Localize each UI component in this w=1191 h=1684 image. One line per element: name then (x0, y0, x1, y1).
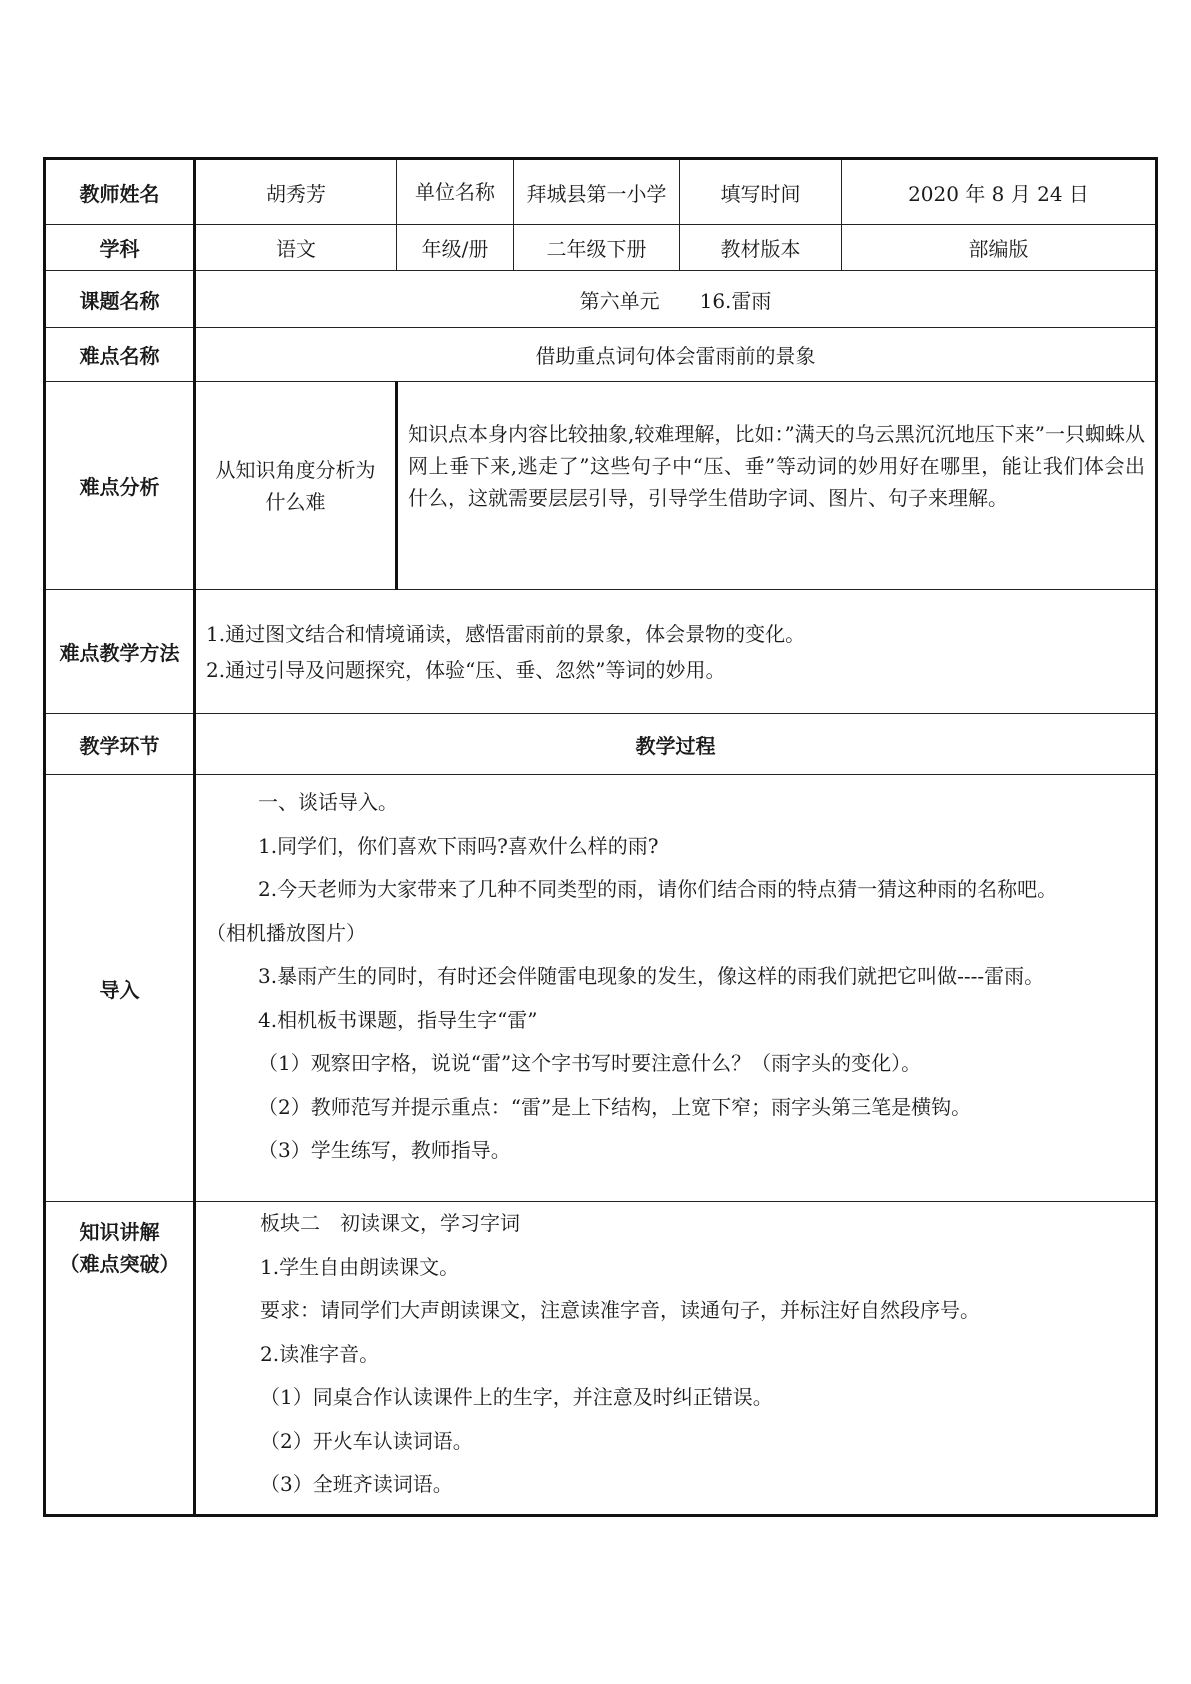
intro-line: （3）学生练写，教师指导。 (258, 1138, 511, 1162)
grade-label: 年级/册 (397, 225, 514, 271)
analysis-label: 难点分析 (45, 382, 195, 590)
knowledge-line: 2.读准字音。 (260, 1341, 380, 1366)
difficulty-value: 借助重点词句体会雷雨前的景象 (195, 328, 1157, 382)
topic-value: 第六单元 16.雷雨 (195, 271, 1157, 328)
row-process-header (45, 714, 1157, 775)
knowledge-label-line1: 知识讲解 (79, 1220, 160, 1244)
row-intro (45, 775, 1157, 1202)
analysis-text: 知识点本身内容比较抽象,较难理解，比如：”满天的乌云黑沉沉地压下来”一只蜘蛛从网上垂下来,逃走了”这些句子中“压、垂”等动词的妙用好在哪里，能让我们体会出什么，这就需要层层引导，引导学生借助字词、图片、句子来理解。 (397, 382, 1157, 590)
row-methods (45, 590, 1157, 714)
row-difficulty (45, 328, 1157, 382)
knowledge-label-line2: （难点突破） (59, 1252, 180, 1276)
process-label: 教学环节 (45, 714, 195, 775)
date-value: 2020 年 8 月 24 日 (842, 159, 1157, 225)
teacher-label: 教师姓名 (45, 159, 195, 225)
subject-label: 学科 (45, 225, 195, 271)
method-item: 2.通过引导及问题探究，体验“压、垂、忽然”等词的妙用。 (206, 657, 726, 682)
intro-line: 一、谈话导入。 (258, 790, 398, 814)
intro-line: （1）观察田字格，说说“雷”这个字书写时要注意什么？（雨字头的变化）。 (258, 1051, 922, 1075)
row-teacher (45, 159, 1157, 225)
intro-content (195, 775, 1157, 1202)
process-title: 教学过程 (195, 714, 1157, 775)
intro-line: （相机播放图片） (206, 920, 366, 945)
knowledge-line: 要求：请同学们大声朗读课文，注意读准字音，读通句子，并标注好自然段序号。 (260, 1298, 980, 1322)
methods-content (195, 590, 1157, 714)
subject-value: 语文 (195, 225, 397, 271)
row-analysis (45, 382, 1157, 590)
intro-line: 3.暴雨产生的同时，有时还会伴随雷电现象的发生，像这样的雨我们就把它叫做----雷雨。 (258, 964, 1045, 988)
lesson-plan-table (43, 157, 1158, 1517)
difficulty-label: 难点名称 (45, 328, 195, 382)
row-topic (45, 271, 1157, 328)
knowledge-line: （3）全班齐读词语。 (260, 1472, 453, 1496)
knowledge-content (195, 1202, 1157, 1516)
knowledge-line: 板块二 初读课文，学习字词 (260, 1211, 520, 1235)
knowledge-line: （2）开火车认读词语。 (260, 1428, 473, 1453)
unit-label: 单位名称 (397, 159, 514, 225)
analysis-sub-label: 从知识角度分析为什么难 (195, 382, 397, 590)
method-item: 1.通过图文结合和情境诵读，感悟雷雨前的景象，体会景物的变化。 (206, 621, 806, 646)
knowledge-line: 1.学生自由朗读课文。 (260, 1254, 460, 1279)
topic-label: 课题名称 (45, 271, 195, 328)
knowledge-line: （1）同桌合作认读课件上的生字，并注意及时纠正错误。 (260, 1385, 773, 1409)
date-label: 填写时间 (680, 159, 842, 225)
methods-label: 难点教学方法 (45, 590, 195, 714)
edition-label: 教材版本 (680, 225, 842, 271)
row-knowledge (45, 1202, 1157, 1516)
intro-line: 2.今天老师为大家带来了几种不同类型的雨，请你们结合雨的特点猜一猜这种雨的名称吧。 (258, 877, 1058, 901)
intro-line: （2）教师范写并提示重点：“雷”是上下结构，上宽下窄；雨字头第三笔是横钩。 (258, 1094, 972, 1119)
intro-line: 1.同学们，你们喜欢下雨吗?喜欢什么样的雨? (258, 833, 659, 858)
knowledge-label (45, 1202, 195, 1516)
unit-value: 拜城县第一小学 (514, 159, 680, 225)
row-subject (45, 225, 1157, 271)
edition-value: 部编版 (842, 225, 1157, 271)
intro-line: 4.相机板书课题，指导生字“雷” (258, 1007, 538, 1032)
grade-value: 二年级下册 (514, 225, 680, 271)
teacher-value: 胡秀芳 (195, 159, 397, 225)
intro-label: 导入 (45, 775, 195, 1202)
